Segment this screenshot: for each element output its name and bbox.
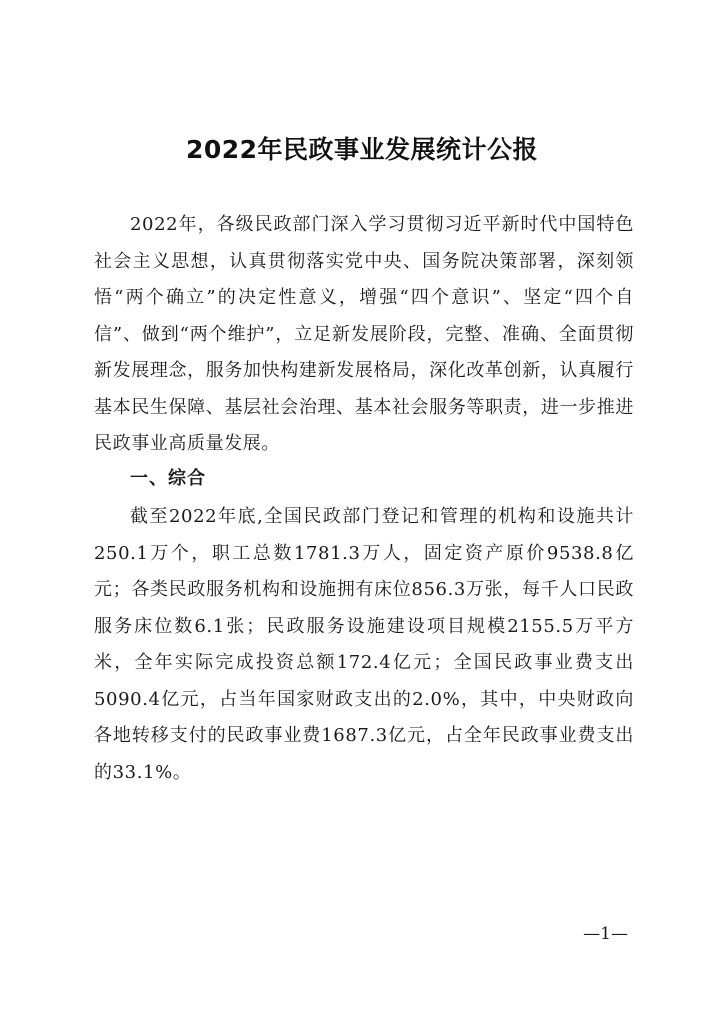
section-heading: 一、综合 bbox=[130, 468, 206, 489]
section-paragraph: 截至2022年底,全国民政部门登记和管理的机构和设施共计250.1万个，职工总数1781.3万人，固定资产原价9538.8亿元；各类民政服务机构和设施拥有床位856.3万张，每千人口民政服务床位数6.1张；民政服务设施建设项目规模2155.5万平方米，全年实际完成投资总额172.4亿元；全国民政事业费支出5090.4亿元，占当年国家财政支出的2.0%，其中，中央财政向各地转移支付的民政事业费1687.3亿元，占全年民政事业费支出的33.1%。 bbox=[94, 506, 634, 783]
intro-paragraph-block bbox=[94, 207, 634, 463]
intro-paragraph: 2022年，各级民政部门深入学习贯彻习近平新时代中国特色社会主义思想，认真贯彻落实党中央、国务院决策部署，深刻领悟“两个确立”的决定性意义，增强“四个意识”、坚定“四个自信”、做到“两个维护”，立足新发展阶段，完整、准确、全面贯彻新发展理念，服务加快构建新发展格局，深化改革创新，认真履行基本民生保障、基层社会治理、基本社会服务等职责，进一步推进民政事业高质量发展。 bbox=[94, 214, 634, 454]
document-title: 2022年民政事业发展统计公报 bbox=[185, 135, 539, 164]
section-paragraph-block bbox=[94, 499, 634, 791]
page-number: —1— bbox=[583, 924, 628, 944]
